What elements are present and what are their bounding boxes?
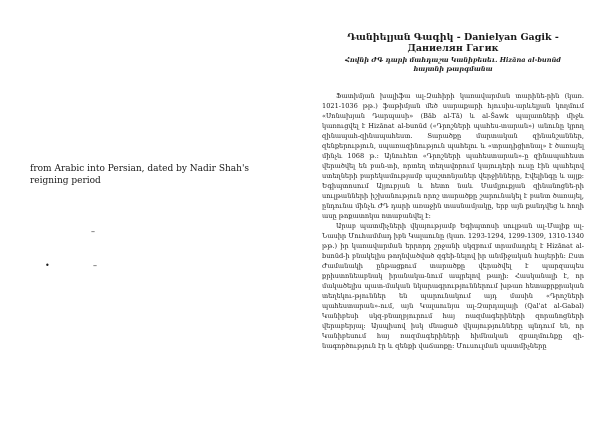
paragraph-1: Ֆատիմյան խալիֆա ալ-Զահիրի կառավարման տարինե-րին (կառ. 1021-1036 թթ.) ֆաթիմյան մեծ սարաքարի հյուսիս-արևելյան կողմում «Սոնախյան Դարպասի» (Bāb al-Tā) և al-Šawk պալատների միջև կառուցվել է Hizānat al-bunūd («Դրոշների պահես-տարան») անունը կրող զինապահ-զինապահեստ. Տարածքը մարտական զինանշաններ, զենքերություն, սպառազինություն պահելու և «տրադիցիոնալ» է ծառայել մինչև 1068 թ.: Այնուհետ «Դրոշների պահեստարան»-ը զինապահեստ վերածվել են բան-տի, որտեղ տեղավորում կայուդերի ուսը էին պահելով ստեղների բարեկամությամբ պաշտոնյաներ վերջինները, Էվելինգը և այլք: Եգիպտոսում Այյուբյան և հետո նաև Մամլյուքյան զինանոցնե-րի սուլթանների իշխանություն որոշ տարածքը շարունակել է բանտ ծառայել, ընդունա մինչև ԺԴ դարի առաջին տասնամյակը, երբ այն քանդվեց և հողի ասը թոքատոկա ոտաբանվել է: — [322, 92, 584, 220]
margin-dash-mark: – — [91, 227, 95, 236]
margin-dash-mark-2: – — [93, 261, 97, 270]
article-body — [322, 91, 584, 351]
article-subtitle-line1: Հովնի ԺԳ դարի մահդաշա Կանիբեսեւ. Hizāna al-bunūd — [345, 56, 561, 64]
paragraph-2: Արաբ պատմիչների վկայությամբ Եգիպտոսի սուլթան ալ-Մալիք ալ-Նասիր Մուհամմադ իբն Կալաունը (կառ. 1293-1294, 1299-1309, 1310-1340 թթ.) իր կառավարման երրորդ շրջանի սկզբում տրամադրել է Hizānat al-bunūd-ի բնակելիս թողնվածված զգեի-նելով իր անմիջական հայերին: Ըստ Ժամանակի ընթացքում տարածքը վերածվել է պարզապես քրիստոնեաբնակ իրանակա-նում ապրելով թաղի: Հասկանալի է, որ մակածելիս պատ-մական նկարագրություններում խթառ հետաքրքրական տեղեկու-թյուններ են պարունակում այդ մասին «Դրոշների պահեստարան»-ում, այն Կալաունյա ալ-Զարդալայի (Qal'at al-Gabal) Կանիբեսի սկզ-բնաղբյուրում հայ ռազմագերիների զորանոցների վերաբերյալ: Այսպիսով իսկ մնացած վկայությունները պնդում են, որ Կանիբեսում հայ ռազմագերիների հիմնական զբաղմունքը զի-նագործություն էր և զենքի վաճառքը: Մուսուլման պատմիչները — [322, 222, 584, 350]
article-subtitle-line2: հայտնի թարգմանա — [413, 65, 493, 73]
article-title-line2: Даниелян Гагик — [407, 43, 499, 54]
article-column — [322, 32, 584, 351]
article-title-line1: Դանիելյան Գագիկ - Danielyan Gagik - — [347, 32, 559, 43]
margin-note: from Arabic into Persian, dated by Nadir Shah's reigning period — [30, 164, 250, 186]
margin-bullet-mark: • — [45, 261, 50, 270]
